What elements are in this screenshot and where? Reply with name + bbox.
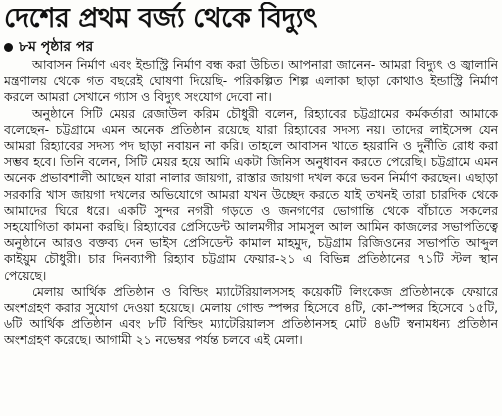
article-paragraph-1: আবাসন নির্মাণ এবং ইন্ডাস্ট্রি নির্মাণ বন্ধ করা উচিত। আপনারা জানেন- আমরা বিদ্যুৎ ও জ্বালানি মন্ত্রণালয় থেকে গত বছরেই ঘোষণা দিয়েছি- পরিকল্পিত শিল্প এলাকা ছাড়া কোথাও ইন্ডাস্ট্রি নির্মাণ করলে আমরা সেখানে গ্যাস ও বিদ্যুৎ সংযোগ দেবো না। xyxy=(4,58,498,105)
article-body xyxy=(4,57,498,412)
continuation-note xyxy=(4,38,93,56)
continuation-label: ৮ম পৃষ্ঠার পর xyxy=(19,39,94,55)
article-paragraph-2: অনুষ্ঠানে সিটি মেয়র রেজাউল করিম চৌধুরী বলেন, রিহ্যাবের চট্টগ্রামের কর্মকর্তারা আমাকে বলেছেন- চট্টগ্রামে এমন অনেক প্রতিষ্ঠান রয়েছে যারা রিহ্যাবের সদস্য নয়। তাদের লাইসেন্স যেন আমরা রিহ্যাবের সদস্য পদ ছাড়া নবায়ন না করি। তাহলে আবাসন খাতে হয়রানি ও দুর্নীতি রোধ করা সম্ভব হবে। তিনি বলেন, সিটি মেয়র হয়ে আমি একটা জিনিস অনুধাবন করতে পেরেছি। চট্টগ্রামে এমন অনেক প্রভাবশালী আছেন যারা নালার জায়গা, রাস্তার জায়গা দখল করে ভবন নির্মাণ করছেন। এছাড়া সরকারি খাস জায়গা দখলের অভিযোগে আমরা যখন উচ্ছেদ করতে যাই তখনই তারা চারদিক থেকে আমাদের ঘিরে ধরে। একটি সুন্দর নগরী গড়তে ও জনগণের ভোগান্তি থেকে বাঁচাতে সকলের সহযোগিতা কামনা করছি। রিহ্যাবের প্রেসিডেন্ট আলমগীর সামসুল আল আমিন কাজলের সভাপতিত্বে অনুষ্ঠানে আরও বক্তব্য দেন ভাইস প্রেসিডেন্ট কামাল মাহমুদ, চট্টগ্রাম রিজিওনের সভাপতি আব্দুল কাইয়ুম চৌধুরী। চার দিনব্যাপী রিহ্যাব চট্টগ্রাম ফেয়ার-২১ এ বিভিন্ন প্রতিষ্ঠানের ৭১টি স্টল স্থান পেয়েছে। xyxy=(4,106,498,283)
bullet-icon xyxy=(4,43,13,52)
article-paragraph-3: মেলায় আর্থিক প্রতিষ্ঠান ও বিল্ডিং ম্যাটেরিয়ালসসহ কয়েকটি লিংকেজ প্রতিষ্ঠানকে ফেয়ারে অংশগ্রহণ করার সুযোগ দেওয়া হয়েছে। মেলায় গোল্ড স্পন্সর হিসেবে ৪টি, কো-স্পন্সর হিসেবে ১৫টি, ৬টি আর্থিক প্রতিষ্ঠান এবং ৮টি বিল্ডিং ম্যাটেরিয়ালস প্রতিষ্ঠানসহ মোট ৪৬টি স্বনামধন্য প্রতিষ্ঠান অংশগ্রহণ করেছে। আগামী ২১ নভেম্বর পর্যন্ত চলবে এই মেলা। xyxy=(4,284,498,348)
article-headline: দেশের প্রথম বর্জ্য থেকে বিদ্যুৎ xyxy=(4,3,317,34)
